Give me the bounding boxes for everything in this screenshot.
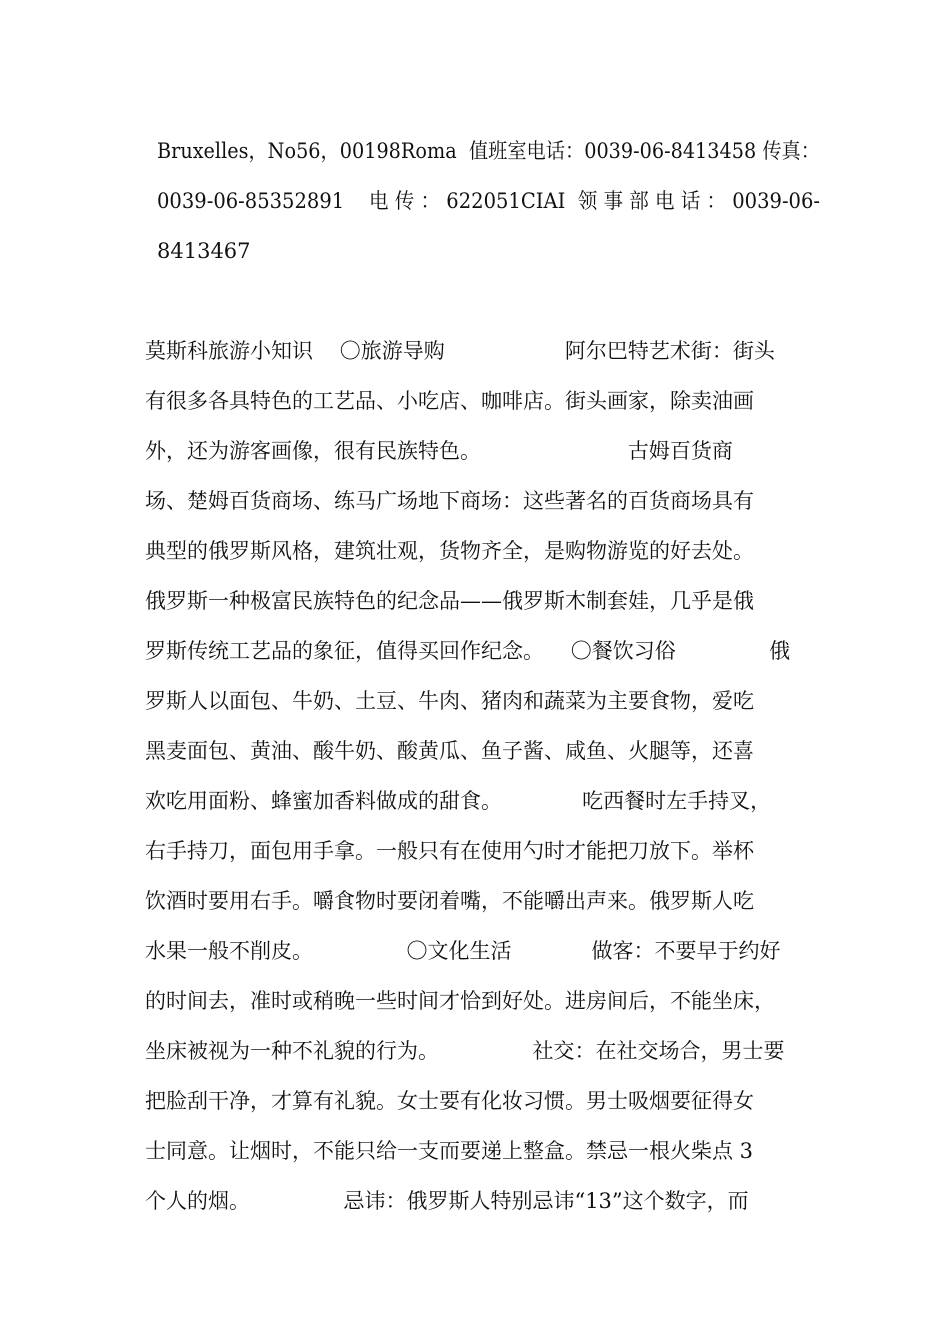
text-line: 莫斯科旅游小知识 〇旅游导购 阿尔巴特艺术街：街头 [145, 339, 775, 363]
text-line: 的时间去，准时或稍晚一些时间才恰到好处。进房间后，不能坐床， [145, 989, 775, 1013]
text-line: 黑麦面包、黄油、酸牛奶、酸黄瓜、鱼子酱、咸鱼、火腿等，还喜 [145, 739, 754, 763]
text-line: 俄罗斯一种极富民族特色的纪念品——俄罗斯木制套娃，几乎是俄 [145, 589, 754, 613]
contact-line: 0039-06-85352891 电 传 ： 622051CIAI 领 事 部 电 话 ： 0039-06- [157, 189, 820, 213]
text-line: 欢吃用面粉、蜂蜜加香料做成的甜食。 吃西餐时左手持叉， [145, 789, 772, 813]
contact-line: Bruxelles，No56，00198Roma 值班室电话：0039-06-8413458 传真： [157, 139, 820, 163]
text-line: 个人的烟。 忌讳：俄罗斯人特别忌讳“13”这个数字，而 [145, 1189, 749, 1213]
text-line: 罗斯传统工艺品的象征，值得买回作纪念。 〇餐饮习俗 俄 [145, 639, 791, 663]
text-line: 罗斯人以面包、牛奶、土豆、牛肉、猪肉和蔬菜为主要食物，爱吃 [145, 689, 754, 713]
text-line: 有很多各具特色的工艺品、小吃店、咖啡店。街头画家，除卖油画 [145, 389, 754, 413]
contact-line: 8413467 [157, 239, 251, 263]
text-line: 坐床被视为一种不礼貌的行为。 社交：在社交场合，男士要 [145, 1039, 785, 1063]
text-line: 水果一般不削皮。 〇文化生活 做客：不要早于约好 [145, 939, 781, 963]
text-line: 典型的俄罗斯风格，建筑壮观，货物齐全，是购物游览的好去处。 [145, 539, 754, 563]
text-line: 士同意。让烟时，不能只给一支而要递上整盒。禁忌一根火柴点 3 [145, 1139, 754, 1163]
text-line: 场、楚姆百货商场、练马广场地下商场：这些著名的百货商场具有 [145, 489, 754, 513]
text-line: 把脸刮干净，才算有礼貌。女士要有化妆习惯。男士吸烟要征得女 [145, 1089, 754, 1113]
text-line: 右手持刀，面包用手拿。一般只有在使用勺时才能把刀放下。举杯 [145, 839, 754, 863]
text-line: 外，还为游客画像，很有民族特色。 古姆百货商 [145, 439, 733, 463]
text-line: 饮酒时要用右手。嚼食物时要闭着嘴，不能嚼出声来。俄罗斯人吃 [145, 889, 754, 913]
